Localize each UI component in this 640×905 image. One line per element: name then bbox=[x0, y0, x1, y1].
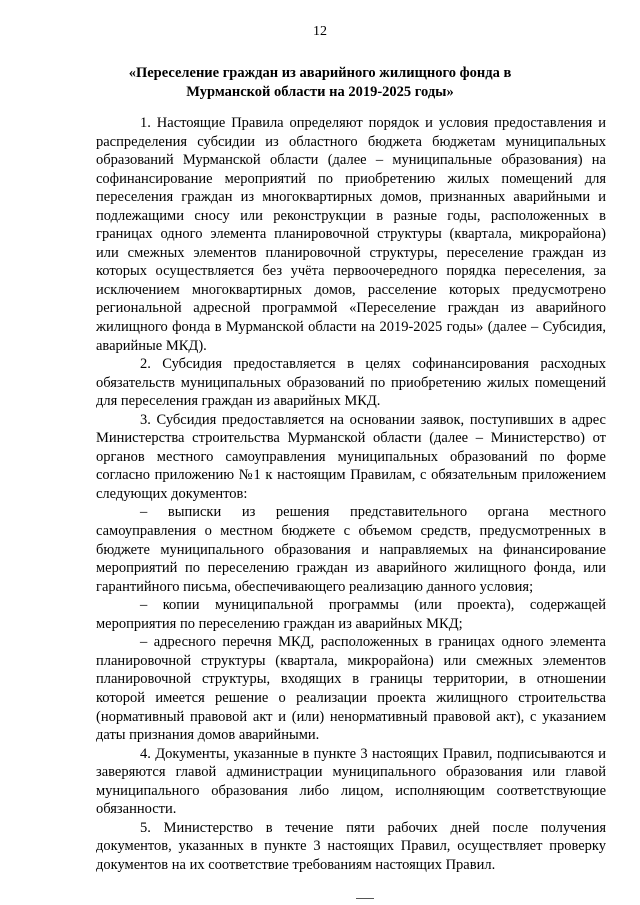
footer-mark bbox=[356, 898, 374, 899]
paragraph-1: 1. Настоящие Правила определяют порядок и условия предоставления и распределения субсидии из областного бюджета бюджетам муниципальных образований Мурманской области (далее – муниципальные образования) на софинансирование мероприятий по приобретению жилых помещений для переселения граждан из многоквартирных домов, признанных аварийными и подлежащими сносу или реконструкции в разные годы, расположенных в границах одного элемента планировочной структуры (квартала, микрорайона) или смежных элементов планировочной структуры, переселение граждан из которых осуществляется без учёта первоочередного порядка переселения, за исключением многоквартирных домов, расселение которых предусмотрено региональной адресной программой «Переселение граждан из аварийного жилищного фонда в Мурманской области на 2019-2025 годы» (далее – Субсидия, аварийные МКД). bbox=[96, 115, 606, 354]
page-number: 12 bbox=[313, 24, 327, 39]
paragraph-4: 4. Документы, указанные в пункте 3 настоящих Правил, подписываются и заверяются главой администрации муниципального образования или главой муниципального образования либо лицом, исполняющим соответствующие обязанности. bbox=[96, 745, 606, 818]
list-item-address-list: – адресного перечня МКД, расположенных в границах одного элемента планировочной структуры (квартала, микрорайона) или смежных элементов планировочной структуры, входящих в границы территории, в отношении которой имеется решение о реализации проекта жилищного строительства (нормативный правовой акт и (или) ненормативный правовой акт), с указанием даты признания домов аварийными. bbox=[96, 634, 606, 744]
paragraph-5: 5. Министерство в течение пяти рабочих дней после получения документов, указанных в пункте 3 настоящих Правил, осуществляет проверку документов на их соответствие требованиям настоящих Правил. bbox=[96, 819, 606, 873]
list-item-program-copy: – копии муниципальной программы (или проекта), содержащей мероприятия по переселению граждан из аварийных МКД; bbox=[96, 597, 606, 632]
document-title: «Переселение граждан из аварийного жилищного фонда в Мурманской области на 2019-2025 годы» bbox=[128, 65, 512, 100]
list-item-extract: – выписки из решения представительного органа местного самоуправления о местном бюджете с объемом средств, предусмотренных в бюджете муниципального образования и направляемых на финансирование мероприятий по переселению граждан из аварийного жилищного фонда, или гарантийного письма, обеспечивающего реализацию данного условия; bbox=[96, 504, 606, 595]
paragraph-2: 2. Субсидия предоставляется в целях софинансирования расходных обязательств муниципальных образований по приобретению жилых помещений для переселения граждан из аварийных МКД. bbox=[96, 356, 606, 410]
paragraph-3: 3. Субсидия предоставляется на основании заявок, поступивших в адрес Министерства строительства Мурманской области (далее – Министерство) от органов местного самоуправления муниципальных образований по форме согласно приложению №1 к настоящим Правилам, с обязательным приложением следующих документов: bbox=[96, 411, 606, 502]
document-body bbox=[96, 114, 606, 874]
